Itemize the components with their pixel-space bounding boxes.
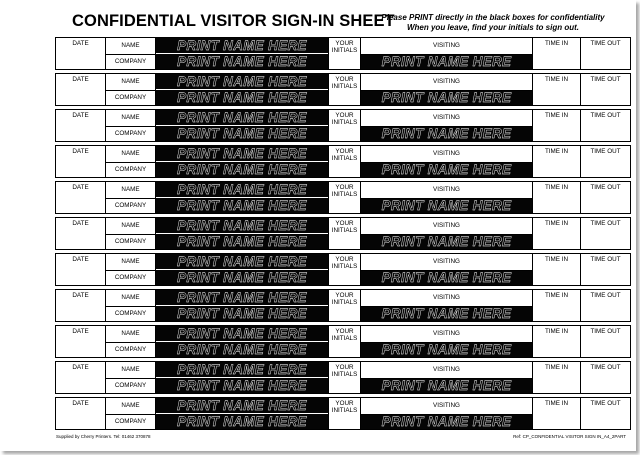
- time-out-cell[interactable]: [581, 326, 630, 357]
- name-label: NAME: [106, 110, 155, 127]
- time-in-label: TIME IN: [544, 76, 569, 83]
- initials-label-your: YOUR: [335, 292, 354, 299]
- initials-label: INITIALS: [331, 83, 358, 90]
- time-in-cell[interactable]: [533, 110, 581, 141]
- time-out-cell[interactable]: [581, 182, 630, 213]
- company-print-box[interactable]: PRINT NAME HERE: [156, 162, 328, 177]
- date-label: DATE: [72, 256, 89, 263]
- time-out-label: TIME OUT: [590, 292, 621, 299]
- visiting-label: VISITING: [361, 254, 532, 271]
- visitor-row: [55, 145, 631, 178]
- time-in-cell[interactable]: [533, 290, 581, 321]
- time-in-cell[interactable]: [533, 254, 581, 285]
- initials-cell[interactable]: [329, 362, 361, 393]
- date-cell[interactable]: [56, 290, 106, 321]
- name-print-box[interactable]: PRINT NAME HERE: [156, 110, 328, 125]
- time-out-label: TIME OUT: [590, 364, 621, 371]
- visiting-print-box[interactable]: PRINT NAME HERE: [361, 91, 532, 105]
- initials-label-your: YOUR: [335, 76, 354, 83]
- name-print-box[interactable]: PRINT NAME HERE: [156, 38, 328, 53]
- visiting-cell: [361, 182, 533, 213]
- visiting-cell: [361, 110, 533, 141]
- sheet-title: CONFIDENTIAL VISITOR SIGN-IN SHEET: [72, 12, 395, 30]
- initials-cell[interactable]: [329, 218, 361, 249]
- name-company-boxes: [156, 254, 329, 285]
- time-in-label: TIME IN: [544, 220, 569, 227]
- initials-label-your: YOUR: [335, 256, 354, 263]
- time-out-label: TIME OUT: [590, 328, 621, 335]
- date-label: DATE: [72, 292, 89, 299]
- name-company-labels: [106, 182, 156, 213]
- visiting-cell: [361, 398, 533, 429]
- initials-label: INITIALS: [331, 407, 358, 414]
- visiting-cell: [361, 326, 533, 357]
- company-label: COMPANY: [114, 418, 147, 425]
- name-company-labels: [106, 218, 156, 249]
- company-label: COMPANY: [114, 202, 147, 209]
- time-out-cell[interactable]: [581, 146, 630, 177]
- instruction-line-1: Please PRINT directly in the black boxes for confidentiality: [381, 13, 605, 22]
- name-label: NAME: [106, 146, 155, 163]
- visiting-print-box[interactable]: PRINT NAME HERE: [361, 199, 532, 213]
- time-out-cell[interactable]: [581, 38, 630, 69]
- name-label: NAME: [106, 38, 155, 55]
- name-company-boxes: [156, 146, 329, 177]
- time-in-label: TIME IN: [544, 400, 569, 407]
- time-out-cell[interactable]: [581, 110, 630, 141]
- company-print-box[interactable]: PRINT NAME HERE: [156, 378, 328, 393]
- time-in-cell[interactable]: [533, 38, 581, 69]
- time-in-cell[interactable]: [533, 362, 581, 393]
- company-label: COMPANY: [114, 94, 147, 101]
- initials-cell[interactable]: [329, 398, 361, 429]
- visiting-label: VISITING: [361, 326, 532, 343]
- name-company-labels: [106, 326, 156, 357]
- name-print-box[interactable]: PRINT NAME HERE: [156, 182, 328, 197]
- name-company-labels: [106, 38, 156, 69]
- visiting-print-box[interactable]: PRINT NAME HERE: [361, 235, 532, 249]
- initials-cell[interactable]: [329, 74, 361, 105]
- time-in-cell[interactable]: [533, 74, 581, 105]
- name-company-labels: [106, 146, 156, 177]
- time-out-label: TIME OUT: [590, 76, 621, 83]
- date-label: DATE: [72, 400, 89, 407]
- visitor-row: [55, 253, 631, 286]
- time-in-cell[interactable]: [533, 146, 581, 177]
- time-in-label: TIME IN: [544, 40, 569, 47]
- company-print-box[interactable]: PRINT NAME HERE: [156, 234, 328, 249]
- date-cell[interactable]: [56, 74, 106, 105]
- initials-label-your: YOUR: [335, 40, 354, 47]
- name-company-boxes: [156, 326, 329, 357]
- initials-label: INITIALS: [331, 227, 358, 234]
- company-label: COMPANY: [114, 310, 147, 317]
- initials-label-your: YOUR: [335, 400, 354, 407]
- name-company-boxes: [156, 110, 329, 141]
- visiting-cell: [361, 38, 533, 69]
- initials-label: INITIALS: [331, 47, 358, 54]
- visiting-cell: [361, 254, 533, 285]
- date-cell[interactable]: [56, 182, 106, 213]
- date-cell[interactable]: [56, 326, 106, 357]
- name-label: NAME: [106, 290, 155, 307]
- visitor-row: [55, 397, 631, 430]
- visiting-print-box[interactable]: PRINT NAME HERE: [361, 415, 532, 429]
- time-out-cell[interactable]: [581, 254, 630, 285]
- initials-label: INITIALS: [331, 155, 358, 162]
- name-company-boxes: [156, 362, 329, 393]
- time-out-cell[interactable]: [581, 290, 630, 321]
- date-cell[interactable]: [56, 38, 106, 69]
- time-out-label: TIME OUT: [590, 40, 621, 47]
- date-cell[interactable]: [56, 110, 106, 141]
- name-print-box[interactable]: PRINT NAME HERE: [156, 218, 328, 233]
- time-in-label: TIME IN: [544, 148, 569, 155]
- date-label: DATE: [72, 328, 89, 335]
- date-cell[interactable]: [56, 254, 106, 285]
- company-label: COMPANY: [114, 274, 147, 281]
- name-company-boxes: [156, 290, 329, 321]
- company-label: COMPANY: [114, 166, 147, 173]
- company-print-box[interactable]: PRINT NAME HERE: [156, 198, 328, 213]
- visiting-print-box[interactable]: PRINT NAME HERE: [361, 343, 532, 357]
- time-out-label: TIME OUT: [590, 220, 621, 227]
- time-in-label: TIME IN: [544, 256, 569, 263]
- visiting-cell: [361, 74, 533, 105]
- time-in-label: TIME IN: [544, 364, 569, 371]
- visiting-label: VISITING: [361, 110, 532, 127]
- visiting-print-box[interactable]: PRINT NAME HERE: [361, 55, 532, 69]
- name-print-box[interactable]: PRINT NAME HERE: [156, 362, 328, 377]
- company-label: COMPANY: [114, 58, 147, 65]
- date-label: DATE: [72, 76, 89, 83]
- date-label: DATE: [72, 148, 89, 155]
- time-out-label: TIME OUT: [590, 256, 621, 263]
- visiting-label: VISITING: [361, 146, 532, 163]
- initials-label: INITIALS: [331, 263, 358, 270]
- name-company-boxes: [156, 74, 329, 105]
- name-label: NAME: [106, 218, 155, 235]
- initials-label: INITIALS: [331, 191, 358, 198]
- footer-supplier: Supplied by Cherry Printers. Tel: 01462 370878: [56, 434, 151, 439]
- company-print-box[interactable]: PRINT NAME HERE: [156, 54, 328, 69]
- visiting-print-box[interactable]: PRINT NAME HERE: [361, 163, 532, 177]
- visiting-print-box[interactable]: PRINT NAME HERE: [361, 271, 532, 285]
- visitor-row: [55, 289, 631, 322]
- name-company-boxes: [156, 182, 329, 213]
- instructions: [358, 13, 628, 33]
- initials-cell[interactable]: [329, 182, 361, 213]
- time-out-label: TIME OUT: [590, 112, 621, 119]
- footer-ref: Ref: CP_CONFIDENTIAL VISITOR SIGN IN_A4_2PART: [513, 434, 626, 439]
- time-out-cell[interactable]: [581, 362, 630, 393]
- visiting-label: VISITING: [361, 290, 532, 307]
- time-out-cell[interactable]: [581, 398, 630, 429]
- name-company-labels: [106, 398, 156, 429]
- time-in-label: TIME IN: [544, 184, 569, 191]
- initials-label: INITIALS: [331, 299, 358, 306]
- initials-cell[interactable]: [329, 326, 361, 357]
- visitor-row: [55, 181, 631, 214]
- visiting-label: VISITING: [361, 398, 532, 415]
- company-print-box[interactable]: PRINT NAME HERE: [156, 90, 328, 105]
- company-label: COMPANY: [114, 130, 147, 137]
- visitor-row: [55, 37, 631, 70]
- initials-label: INITIALS: [331, 335, 358, 342]
- time-out-label: TIME OUT: [590, 148, 621, 155]
- date-cell[interactable]: [56, 146, 106, 177]
- visitor-row: [55, 217, 631, 250]
- name-company-boxes: [156, 38, 329, 69]
- date-cell[interactable]: [56, 362, 106, 393]
- name-label: NAME: [106, 398, 155, 415]
- name-print-box[interactable]: PRINT NAME HERE: [156, 74, 328, 89]
- visiting-label: VISITING: [361, 218, 532, 235]
- visiting-label: VISITING: [361, 182, 532, 199]
- visiting-print-box[interactable]: PRINT NAME HERE: [361, 127, 532, 141]
- company-print-box[interactable]: PRINT NAME HERE: [156, 306, 328, 321]
- name-company-labels: [106, 290, 156, 321]
- date-label: DATE: [72, 220, 89, 227]
- name-company-boxes: [156, 218, 329, 249]
- initials-label: INITIALS: [331, 119, 358, 126]
- name-print-box[interactable]: PRINT NAME HERE: [156, 398, 328, 413]
- company-print-box[interactable]: PRINT NAME HERE: [156, 414, 328, 429]
- visitor-row: [55, 109, 631, 142]
- date-label: DATE: [72, 112, 89, 119]
- time-out-label: TIME OUT: [590, 400, 621, 407]
- name-company-labels: [106, 110, 156, 141]
- name-label: NAME: [106, 254, 155, 271]
- visiting-label: VISITING: [361, 38, 532, 55]
- date-label: DATE: [72, 364, 89, 371]
- company-label: COMPANY: [114, 382, 147, 389]
- visitor-row: [55, 73, 631, 106]
- name-print-box[interactable]: PRINT NAME HERE: [156, 326, 328, 341]
- time-in-cell[interactable]: [533, 182, 581, 213]
- initials-cell[interactable]: [329, 38, 361, 69]
- initials-label-your: YOUR: [335, 364, 354, 371]
- visiting-label: VISITING: [361, 362, 532, 379]
- visitor-rows: [55, 37, 631, 433]
- name-label: NAME: [106, 182, 155, 199]
- name-company-labels: [106, 74, 156, 105]
- name-label: NAME: [106, 326, 155, 343]
- time-in-label: TIME IN: [544, 328, 569, 335]
- visiting-cell: [361, 146, 533, 177]
- visiting-cell: [361, 290, 533, 321]
- visiting-cell: [361, 362, 533, 393]
- initials-label-your: YOUR: [335, 112, 354, 119]
- instruction-line-2: When you leave, find your initials to sign out.: [406, 23, 579, 32]
- initials-cell[interactable]: [329, 146, 361, 177]
- visiting-cell: [361, 218, 533, 249]
- visitor-row: [55, 361, 631, 394]
- time-out-cell[interactable]: [581, 74, 630, 105]
- time-in-cell[interactable]: [533, 398, 581, 429]
- name-company-boxes: [156, 398, 329, 429]
- sheet-header: [0, 0, 636, 36]
- date-cell[interactable]: [56, 398, 106, 429]
- time-in-cell[interactable]: [533, 326, 581, 357]
- company-label: COMPANY: [114, 346, 147, 353]
- visiting-print-box[interactable]: PRINT NAME HERE: [361, 307, 532, 321]
- company-label: COMPANY: [114, 238, 147, 245]
- time-in-cell[interactable]: [533, 218, 581, 249]
- date-cell[interactable]: [56, 218, 106, 249]
- initials-cell[interactable]: [329, 290, 361, 321]
- visiting-print-box[interactable]: PRINT NAME HERE: [361, 379, 532, 393]
- initials-label-your: YOUR: [335, 328, 354, 335]
- name-label: NAME: [106, 74, 155, 91]
- name-print-box[interactable]: PRINT NAME HERE: [156, 254, 328, 269]
- initials-cell[interactable]: [329, 254, 361, 285]
- time-out-cell[interactable]: [581, 218, 630, 249]
- date-label: DATE: [72, 40, 89, 47]
- time-in-label: TIME IN: [544, 112, 569, 119]
- initials-label-your: YOUR: [335, 184, 354, 191]
- visitor-row: [55, 325, 631, 358]
- date-label: DATE: [72, 184, 89, 191]
- name-company-labels: [106, 254, 156, 285]
- initials-cell[interactable]: [329, 110, 361, 141]
- company-print-box[interactable]: PRINT NAME HERE: [156, 342, 328, 357]
- company-print-box[interactable]: PRINT NAME HERE: [156, 126, 328, 141]
- name-company-labels: [106, 362, 156, 393]
- name-label: NAME: [106, 362, 155, 379]
- name-print-box[interactable]: PRINT NAME HERE: [156, 146, 328, 161]
- visiting-label: VISITING: [361, 74, 532, 91]
- time-in-label: TIME IN: [544, 292, 569, 299]
- initials-label: INITIALS: [331, 371, 358, 378]
- company-print-box[interactable]: PRINT NAME HERE: [156, 270, 328, 285]
- initials-label-your: YOUR: [335, 220, 354, 227]
- initials-label-your: YOUR: [335, 148, 354, 155]
- name-print-box[interactable]: PRINT NAME HERE: [156, 290, 328, 305]
- time-out-label: TIME OUT: [590, 184, 621, 191]
